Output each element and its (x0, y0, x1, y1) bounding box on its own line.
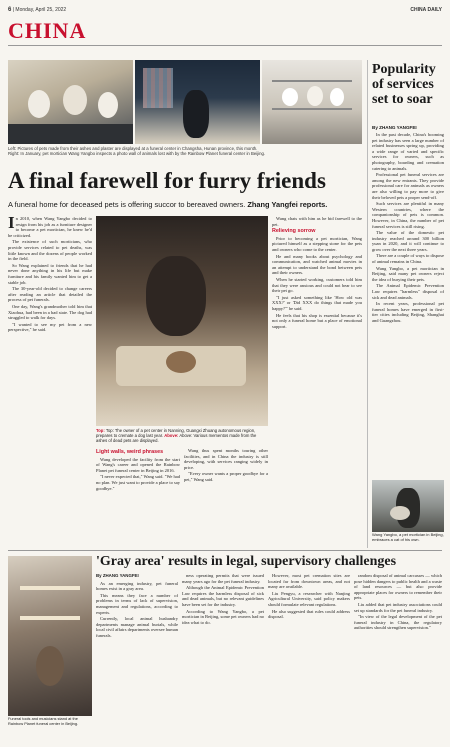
bottom-column-4 (354, 573, 442, 741)
paragraph: Wang chats with him as he bid farewell to the pet. (272, 216, 362, 227)
paragraph: However, most pet cremation sites are located far from downtown areas, and not many are available. (268, 573, 350, 590)
header-divider (8, 45, 442, 46)
main-column-2 (96, 448, 180, 544)
paragraph: random disposal of animal carcasses — which pose hidden dangers to public health and a waste of land resources — but also provide appropriate places for owners to remember their pets. (354, 573, 442, 601)
sidebar-photo-caption: Wang Yangbo, a pet mortician in Beijing, embraces a cat of his own. (372, 532, 444, 542)
issue-date: | Monday, April 25, 2022 (12, 7, 67, 13)
paragraph: He and many books about psychology and communication, and watched animal movies in an attempt to understand the bond between pets and their owners. (272, 253, 362, 276)
photo-memorial-shelf (262, 60, 362, 144)
paragraph: According to Wang Yangbo, a pet mortician in Beijing, some pet owners had no idea what to do. (182, 608, 264, 625)
paragraph: There are a couple of ways to dispose of animal remains in China. (372, 253, 444, 265)
paragraph: This means they face a number of problems in terms of lack of supervision, management and regulations, according to experts. (96, 592, 178, 615)
paragraph: "Every owner wants a proper goodbye for a pet," Wang said. (184, 471, 268, 482)
paragraph: The value of the domestic pet industry reached around 300 billion yuan in 2020, and it will continue to grow over the next three years. (372, 230, 444, 252)
top-photo-caption: Left: Pictures of pets made from their ashes and plaster are displayed at a funeral center in Changsha, Hunan province, this month. Right: In January, pet mortician Wang Yangbo inspects a photo wall of animals lost with by the Rainbow Planet funeral center in Beijing. (8, 146, 266, 157)
paragraph: Wang developed the facility from the start of Wang's career and opened the Rainbow Planet pet funeral center in Beijing in 2016. (96, 456, 180, 473)
masthead (8, 7, 442, 17)
paragraph: Professional pet funeral services are among the new entrants. They provide professional care for animals as owners are also willing to pay more to give their beloved pets a proper send-off. (372, 172, 444, 200)
paper-name: CHINA DAILY (410, 7, 442, 13)
section-title: CHINA (8, 18, 87, 43)
paragraph: Currently, local animal husbandry departments manage animal burials, while local civil affairs departments oversee human funerals. (96, 616, 178, 638)
bottom-column-2 (182, 573, 264, 741)
paragraph: When he started working, customers told him that they were anxious and could not bear to see their pet go. (272, 276, 362, 294)
paragraph: In recent years, professional pet funeral homes have emerged in first-tier cities including Beijing, Shanghai and Guangzhou. (372, 301, 444, 323)
paragraph: He also suggested that rules could address disposal. (268, 608, 350, 620)
paragraph: The Animal Epidemic Prevention Law requires "harmless" disposal of sick and dead animals. (372, 283, 444, 300)
bottom-column-1 (96, 573, 178, 741)
paragraph: The 30-year-old decided to change careers after reading an article that detailed the process of pet funerals. (8, 286, 92, 303)
sidebar-divider (367, 60, 368, 548)
paragraph: In 2010, when Wang Yangbo decided to resign from his job as a furniture designer to become a pet mortician, he knew he'd be criticized. (8, 213, 92, 238)
photo-photo-wall (135, 60, 260, 144)
paragraph: He feels that his shop is essential because it's not only a funeral home but a place of emotional support. (272, 312, 362, 329)
sidebar-byline: By ZHANG YANGFEI (372, 125, 417, 130)
sidebar-body (372, 132, 444, 478)
photo-pet-memorials (8, 60, 133, 144)
main-deck: A funeral home for deceased pets is offering succor to bereaved owners. Zhang Yangfei reports. (8, 200, 328, 209)
bottom-divider (8, 550, 442, 551)
bottom-column-3 (268, 573, 350, 741)
paragraph: "I wanted to see my pet from a new perspective," he said. (8, 321, 92, 333)
sidebar-headline: Popularity of services set to soar (372, 62, 436, 107)
page-number: 6 (8, 7, 12, 13)
bottom-byline: By ZHANG YANGFEI (96, 573, 139, 578)
bottom-photo-caption: Funeral tools and musicians stand at the Rainbow Planet funeral center in Beijing. (8, 716, 79, 726)
paragraph: In the past decade, China's booming pet industry has seen a large number of related businesses spring up, providing a wide range of varied and specific services for owners, such as photography, boarding and cremation catering to animals. (372, 132, 444, 171)
paragraph: "I never expected that," Wang said. "We had no plan. We just want to provide a place to say goodbye." (96, 474, 180, 491)
photo-funeral-tools (8, 556, 92, 716)
paragraph: So Wang explained to friends that he had never done anything in his life but make furniture and his family wanted him to get a stable job. (8, 262, 92, 285)
paragraph: Liu added that pet industry associations could set up standards for the pet funeral industry. (354, 601, 442, 613)
paragraph: Although the Animal Epidemic Prevention Law requires the harmless disposal of sick and dead animals, but no relevant guidelines have been set for the industry. (182, 585, 264, 607)
mid-photo-caption: Top: Top: The owner of a pet center in Nanning, Guangxi Zhuang autonomous region, prepares to cremate a dog last year. Above: Above: Various mementos made from the ashes of dead pets are displayed. (96, 428, 257, 444)
paragraph: Such services are plentiful in many Western countries, where the companionship of pets is common. However, in China, the number of pet funeral services is still rising. (372, 201, 444, 229)
main-column-3 (184, 448, 268, 544)
paragraph: The existence of such morticians, who provide services related to pet deaths, was little known and the dozens of people worked in the field. (8, 239, 92, 262)
photo-mortician-cat (372, 480, 444, 532)
paragraph: Liu Pengyu, a researcher with Nanjing Agricultural University, said policy makers should formulate relevant regulations. (268, 590, 350, 607)
subhead: Relieving sorrow (272, 228, 316, 235)
main-column-4 (272, 216, 362, 546)
main-column-1 (8, 213, 92, 546)
main-headline: A final farewell for furry friends (8, 168, 326, 193)
paragraph: One day, Wang's grandmother told him that Xiaohua, had been in a bad state. The dog had struggled to walk for days. (8, 303, 92, 321)
bottom-headline: 'Gray area' results in legal, supervisory challenges (96, 554, 397, 569)
photo-cremation (96, 216, 268, 426)
paragraph: As an emerging industry, pet funeral homes exist in a gray area. (96, 580, 178, 592)
paragraph: Prior to becoming a pet mortician, Wang pictured himself as a stepping stone for the pets and owners who come to the center. (272, 235, 362, 252)
paragraph: "In view of the legal development of the pet funeral industry in China, the regulatory authorities should strengthen supervision." (354, 614, 442, 631)
paragraph: Wang thus spent months touring other facilities, and in China the industry is still developing, with services ranging widely in price. (184, 448, 268, 470)
paragraph: ness operating permits that were issued many years ago for the pet funeral industry. (182, 573, 264, 584)
paragraph: Wang Yangbo, a pet mortician in Beijing, said many pet owners reject the idea of burying their pets. (372, 265, 444, 282)
subhead: Light walls, weird phrases (96, 449, 164, 455)
paragraph: "I just asked something like 'How old was XXX?' or 'Did XXX do things that made you happy?'" he said. (272, 294, 362, 311)
